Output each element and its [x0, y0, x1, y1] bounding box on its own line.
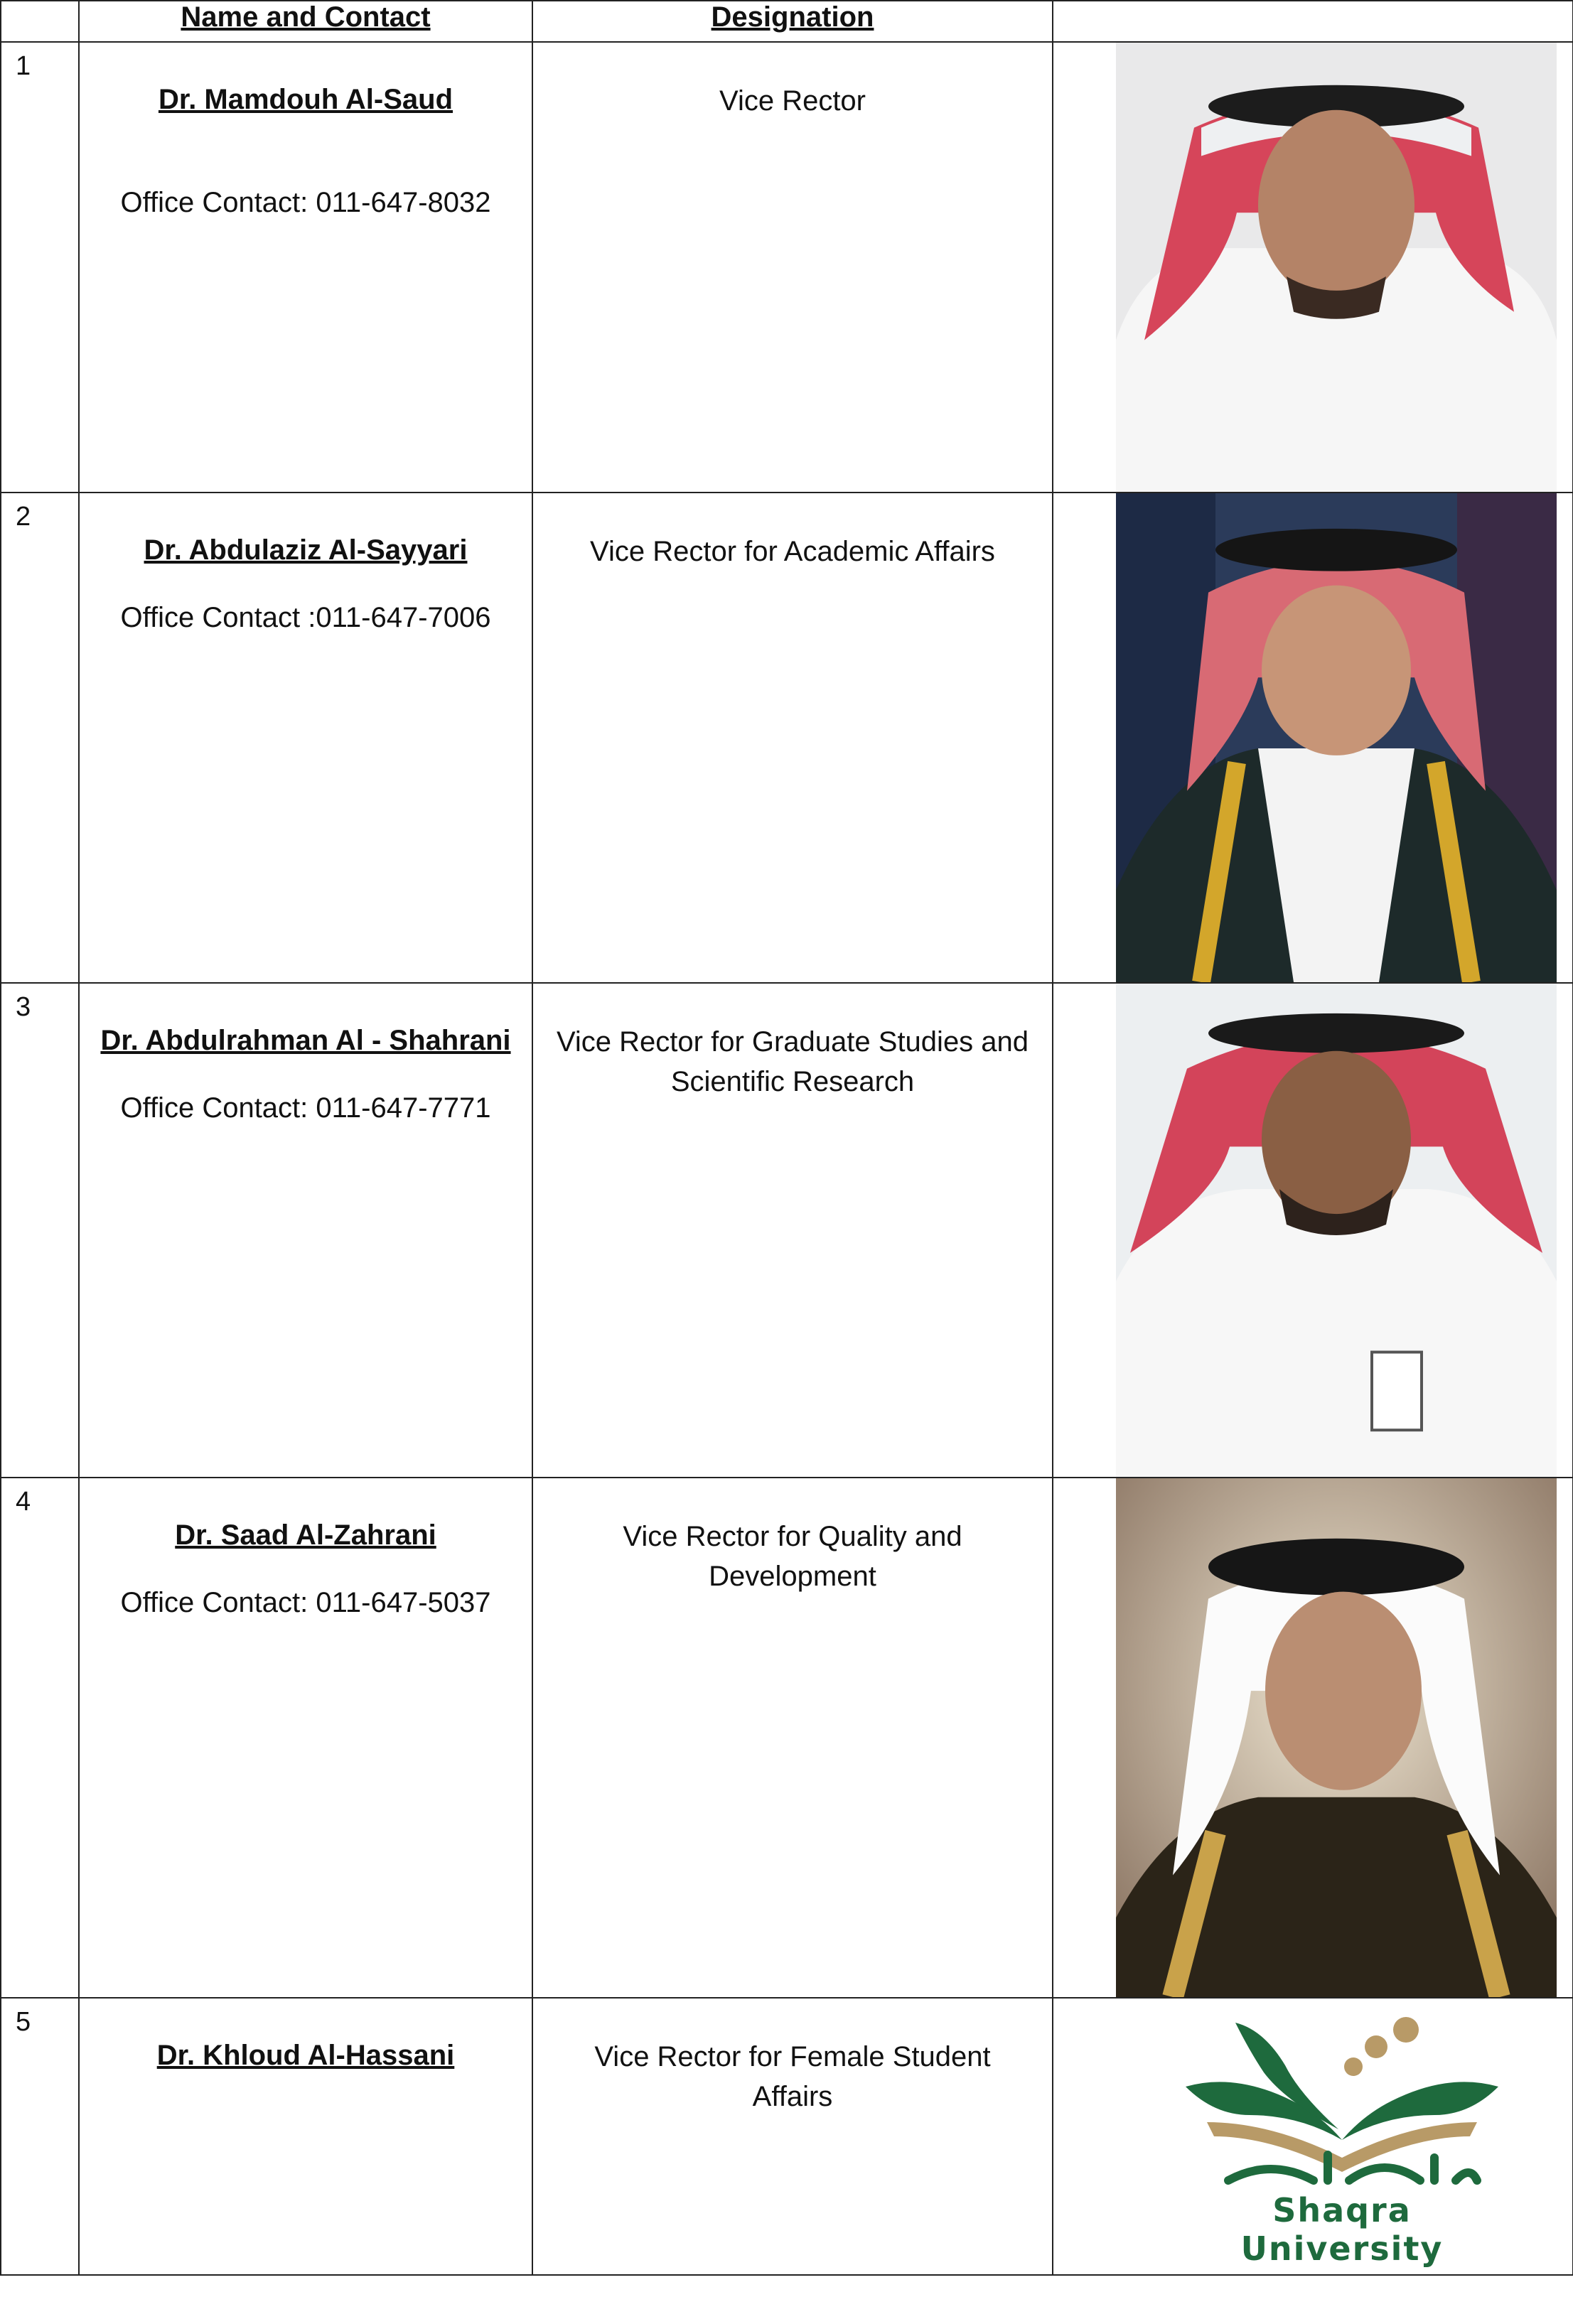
office-contact: Office Contact: 011-647-7771 — [120, 1092, 491, 1124]
row-number: 5 — [1, 1998, 79, 2275]
person-name: Dr. Saad Al-Zahrani — [175, 1519, 436, 1551]
name-contact-cell — [79, 42, 532, 493]
person-name: Dr. Mamdouh Al-Saud — [158, 84, 453, 115]
portrait-photo — [1116, 1478, 1557, 1997]
logo-emblem-icon — [1186, 2016, 1498, 2193]
person-name: Dr. Khloud Al-Hassani — [156, 2040, 455, 2071]
portrait-photo — [1116, 493, 1557, 982]
table-row — [1, 1998, 1573, 2275]
portrait-photo — [1116, 43, 1557, 492]
office-contact: Office Contact: 011-647-5037 — [120, 1587, 491, 1618]
header-designation: Designation — [532, 1, 1053, 42]
designation: Vice Rector for Quality and Development — [623, 1521, 962, 1592]
row-number: 2 — [1, 493, 79, 983]
designation-cell — [532, 1478, 1053, 1998]
person-name: Dr. Abdulrahman Al - Shahrani — [100, 1025, 511, 1056]
designation-cell — [532, 1998, 1053, 2275]
name-contact-cell — [79, 1998, 532, 2275]
table-row — [1, 1478, 1573, 1998]
header-number — [1, 1, 79, 42]
table-row — [1, 983, 1573, 1478]
name-contact-cell — [79, 983, 532, 1478]
photo-cell — [1053, 42, 1573, 493]
row-number: 3 — [1, 983, 79, 1478]
designation-cell — [532, 983, 1053, 1478]
portrait-photo — [1116, 984, 1557, 1477]
designation: Vice Rector — [719, 85, 866, 117]
designation-cell — [532, 42, 1053, 493]
table-header-row — [1, 1, 1573, 42]
table-row — [1, 493, 1573, 983]
person-name: Dr. Abdulaziz Al-Sayyari — [144, 534, 468, 566]
name-contact-cell — [79, 1478, 532, 1998]
photo-cell — [1053, 983, 1573, 1478]
header-photo — [1053, 1, 1573, 42]
photo-cell — [1053, 1998, 1573, 2275]
office-contact: Office Contact: 011-647-8032 — [120, 187, 491, 218]
designation: Vice Rector for Female Student Affairs — [594, 2041, 991, 2112]
office-contact: Office Contact :011-647-7006 — [120, 602, 491, 633]
row-number: 4 — [1, 1478, 79, 1998]
photo-cell — [1053, 493, 1573, 983]
name-contact-cell — [79, 493, 532, 983]
row-number: 1 — [1, 42, 79, 493]
designation-cell — [532, 493, 1053, 983]
designation: Vice Rector for Academic Affairs — [590, 536, 995, 567]
photo-cell — [1053, 1478, 1573, 1998]
table-row — [1, 42, 1573, 493]
designation: Vice Rector for Graduate Studies and Scientific Research — [556, 1026, 1029, 1097]
header-name-contact: Name and Contact — [79, 1, 532, 42]
university-logo — [1186, 2016, 1498, 2268]
logo-text: Shaqra University — [1240, 2191, 1444, 2268]
